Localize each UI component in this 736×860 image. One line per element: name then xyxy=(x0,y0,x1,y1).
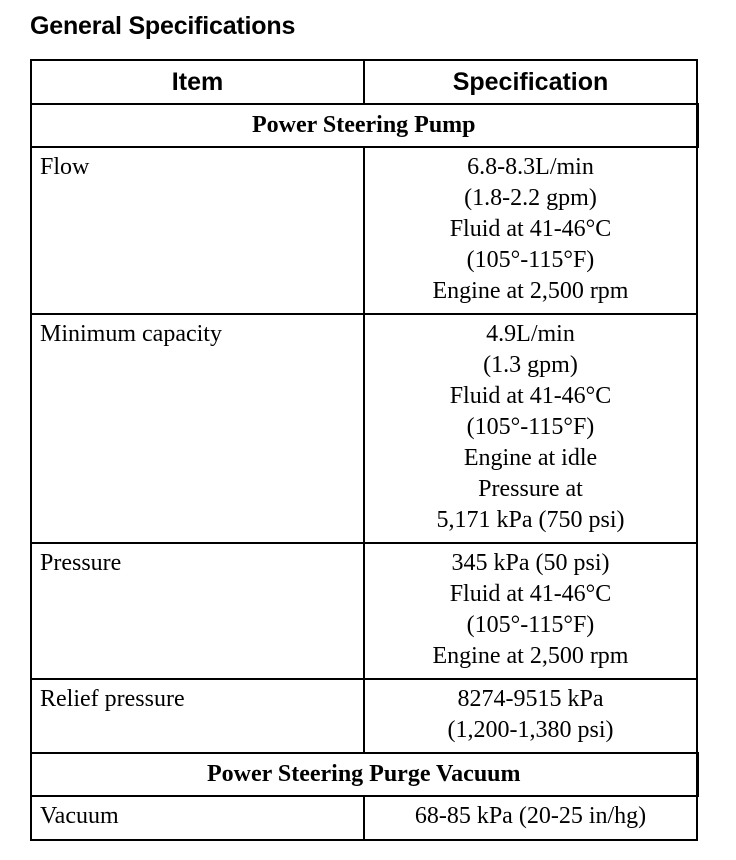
spec-line: (105°-115°F) xyxy=(466,247,595,273)
section-header-row xyxy=(31,104,697,147)
specifications-table xyxy=(30,59,699,841)
item-cell: Vacuum xyxy=(31,796,364,840)
spec-line: (1.8-2.2 gpm) xyxy=(464,185,597,211)
table-header-row xyxy=(31,60,697,104)
table-row-vacuum xyxy=(31,796,697,840)
spec-line: Fluid at 41-46°C xyxy=(449,216,612,242)
item-cell: Relief pressure xyxy=(31,679,364,753)
spec-line: (1,200-1,380 psi) xyxy=(447,717,614,743)
spec-line: (105°-115°F) xyxy=(466,612,595,638)
spec-line: 68-85 kPa (20-25 in/hg) xyxy=(414,803,647,829)
spec-line: 4.9L/min xyxy=(486,321,575,347)
spec-line: 8274-9515 kPa xyxy=(457,686,604,712)
spec-line: Fluid at 41-46°C xyxy=(449,581,612,607)
table-row-relief-pressure xyxy=(31,679,697,753)
item-cell: Flow xyxy=(31,147,364,314)
spec-line: Fluid at 41-46°C xyxy=(449,383,612,409)
item-cell: Minimum capacity xyxy=(31,314,364,543)
item-cell: Pressure xyxy=(31,543,364,679)
spec-line: Engine at 2,500 rpm xyxy=(432,278,629,304)
spec-line: (105°-115°F) xyxy=(466,414,595,440)
table-row-minimum-capacity xyxy=(31,314,697,543)
spec-cell xyxy=(364,796,697,840)
spec-line: 345 kPa (50 psi) xyxy=(451,550,610,576)
spec-line: (1.3 gpm) xyxy=(483,352,578,378)
column-header-item: Item xyxy=(31,60,364,104)
column-header-specification: Specification xyxy=(364,60,697,104)
section-title-power-steering-pump: Power Steering Pump xyxy=(31,104,697,147)
spec-cell xyxy=(364,314,697,543)
spec-cell xyxy=(364,147,697,314)
spec-line: Engine at 2,500 rpm xyxy=(432,643,629,669)
spec-line: 6.8-8.3L/min xyxy=(467,154,594,180)
spec-line: 5,171 kPa (750 psi) xyxy=(436,507,625,533)
table-row-pressure xyxy=(31,543,697,679)
spec-cell xyxy=(364,679,697,753)
section-header-row xyxy=(31,753,697,796)
page-title: General Specifications xyxy=(30,12,296,40)
spec-line: Engine at idle xyxy=(463,445,598,471)
spec-line: Pressure at xyxy=(478,476,583,502)
section-title-power-steering-purge-vacuum: Power Steering Purge Vacuum xyxy=(31,753,697,796)
table-row-flow xyxy=(31,147,697,314)
spec-cell xyxy=(364,543,697,679)
